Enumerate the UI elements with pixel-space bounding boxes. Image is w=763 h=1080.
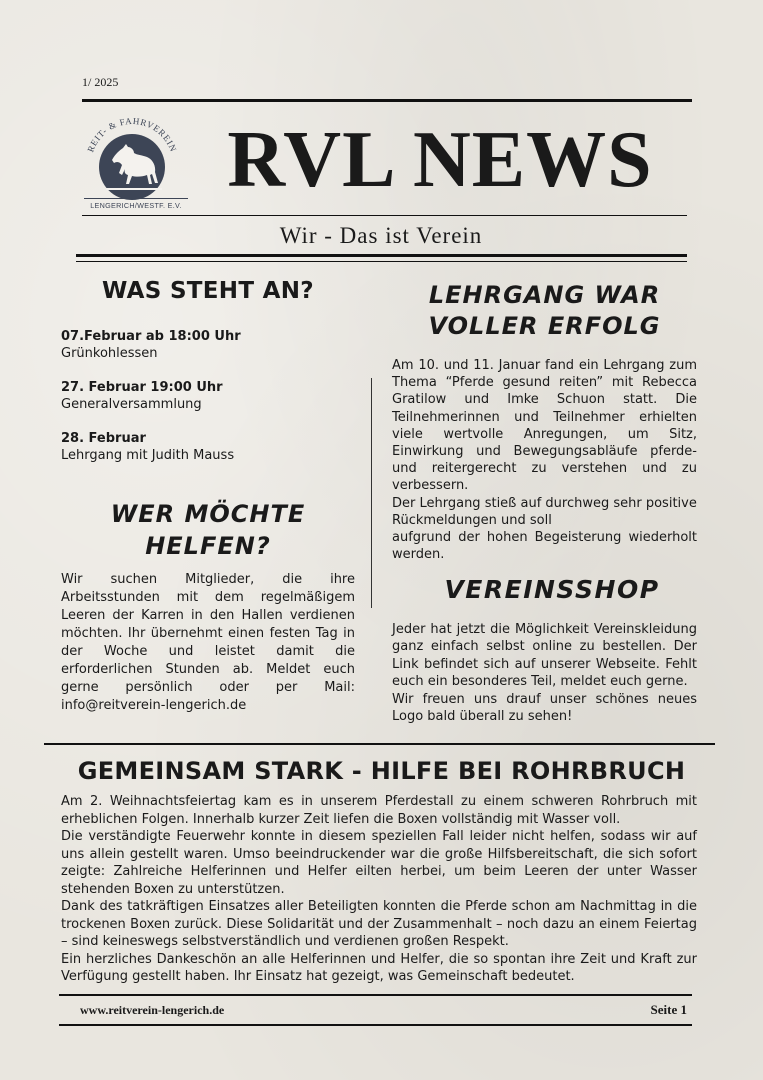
shop-text-2: Wir freuen uns drauf unser schönes neues Logo bald überall zu sehen! (392, 691, 697, 725)
event-item (61, 430, 361, 464)
footer-bottom-rule (59, 1024, 692, 1026)
shop-heading: VEREINSSHOP (444, 575, 660, 604)
logo-underline (84, 198, 188, 199)
bottom-paragraph: Am 2. Weihnachtsfeiertag kam es in unserem Pferdestall zu einem schweren Rohrbruch mit erheblichen Folgen. Innerhalb kurzer Zeit liefen die Boxen vollständig mit Wasser voll. (61, 794, 697, 827)
section-rule (44, 743, 715, 745)
event-list (61, 328, 361, 481)
column-divider (371, 378, 372, 608)
masthead-top-rule (82, 99, 692, 102)
footer-top-rule (59, 994, 692, 996)
motto-rule-thin (76, 261, 687, 262)
shop-text-1: Jeder hat jetzt die Möglichkeit Vereinskleidung ganz einfach selbst online zu bestellen. Der Link befindet sich auf unserer Webseite. Fehlt euch ein besonderes Teil, meldet euch gerne. (392, 622, 697, 690)
course-article (392, 357, 697, 563)
motto-rule-thick (76, 254, 687, 257)
bottom-paragraph: Dank des tatkräftigen Einsatzes aller Beteiligten konnten die Pferde schon am Nachmittag in die trockenen Boxen zurück. Diese Solidarität und der Zusammenhalt – noch dazu an einem Feiertag – sind keineswegs selbstverständlich und verdienen großen Respekt. (61, 899, 697, 949)
masthead-divider (82, 215, 687, 216)
logo-graphic (82, 117, 192, 212)
masthead-title: RVL NEWS (227, 116, 653, 204)
club-logo (82, 117, 192, 212)
course-text-1: Am 10. und 11. Januar fand ein Lehrgang zum Thema “Pferde gesund reiten” mit Rebecca Gratilow und Imke Schuon statt. Die Teilnehmerinnen und Teilnehmer erhielten viele wertvolle Anregungen, um Sitz, Einwirkung und Bewegungsabläufe pferde- und reitergerecht zu verstehen und zu verbessern. (392, 358, 697, 494)
masthead-motto: Wir - Das ist Verein (279, 223, 483, 248)
event-item (61, 328, 361, 362)
event-title: Lehrgang mit Judith Mauss (61, 448, 235, 463)
event-title: Grünkohlessen (61, 346, 158, 361)
course-text-3: aufgrund der hohen Begeisterung wiederholt werden. (392, 530, 697, 563)
help-heading-line1: WER MÖCHTE (110, 500, 306, 528)
upcoming-heading: WAS STEHT AN? (102, 278, 314, 304)
course-heading-line1: LEHRGANG WAR (428, 281, 661, 309)
event-date: 27. Februar 19:00 Uhr (61, 380, 223, 395)
event-date: 07.Februar ab 18:00 Uhr (61, 329, 241, 344)
shop-article (392, 621, 697, 725)
event-title: Generalversammlung (61, 397, 202, 412)
course-heading-line2: VOLLER ERFOLG (428, 312, 661, 340)
event-item (61, 379, 361, 413)
logo-bottom-text: LENGERICH/WESTF. E.V. (90, 201, 182, 210)
bottom-paragraph: Die verständigte Feuerwehr konnte in diesem speziellen Fall leider nicht helfen, sodass wir auf uns allein gestellt waren. Umso beeindruckender war die große Hilfsbereitschaft, die sich sofort zeigte: Zahlreiche Helferinnen und Helfer eilten herbei, um beim Leeren der unter Wasser stehenden Boxen zu unterstützen. (61, 829, 697, 897)
bottom-paragraph: Ein herzliches Dankeschön an alle Helferinnen und Helfer, die so spontan ihre Zeit und Kraft zur Verfügung gestellt haben. Ihr Einsatz hat gezeigt, was Gemeinschaft bedeutet. (61, 951, 697, 984)
issue-number: 1/ 2025 (82, 75, 119, 89)
logo-arc-text: REIT- & FAHRVEREIN (85, 117, 179, 154)
footer-url: www.reitverein-lengerich.de (80, 1003, 225, 1017)
bottom-article (61, 793, 697, 986)
help-heading-line2: HELFEN? (145, 532, 271, 560)
course-text-2: Der Lehrgang stieß auf durchweg sehr positive Rückmeldungen und soll (392, 495, 697, 528)
page-number: Seite 1 (650, 1002, 687, 1017)
help-heading (60, 498, 356, 562)
event-date: 28. Februar (61, 431, 146, 446)
course-heading (392, 280, 697, 342)
help-text: Wir suchen Mitglieder, die ihre Arbeitsstunden mit dem regelmäßigem Leeren der Karren in den Hallen verdienen möchten. Ihr übernehmt einen festen Tag in der Woche und leistet damit die erforderlichen Stunden ab. Meldet euch gerne persönlich oder per Mail: info@reitverein-lengerich.de (61, 572, 355, 713)
bottom-heading: GEMEINSAM STARK - HILFE BEI ROHRBRUCH (77, 757, 686, 785)
